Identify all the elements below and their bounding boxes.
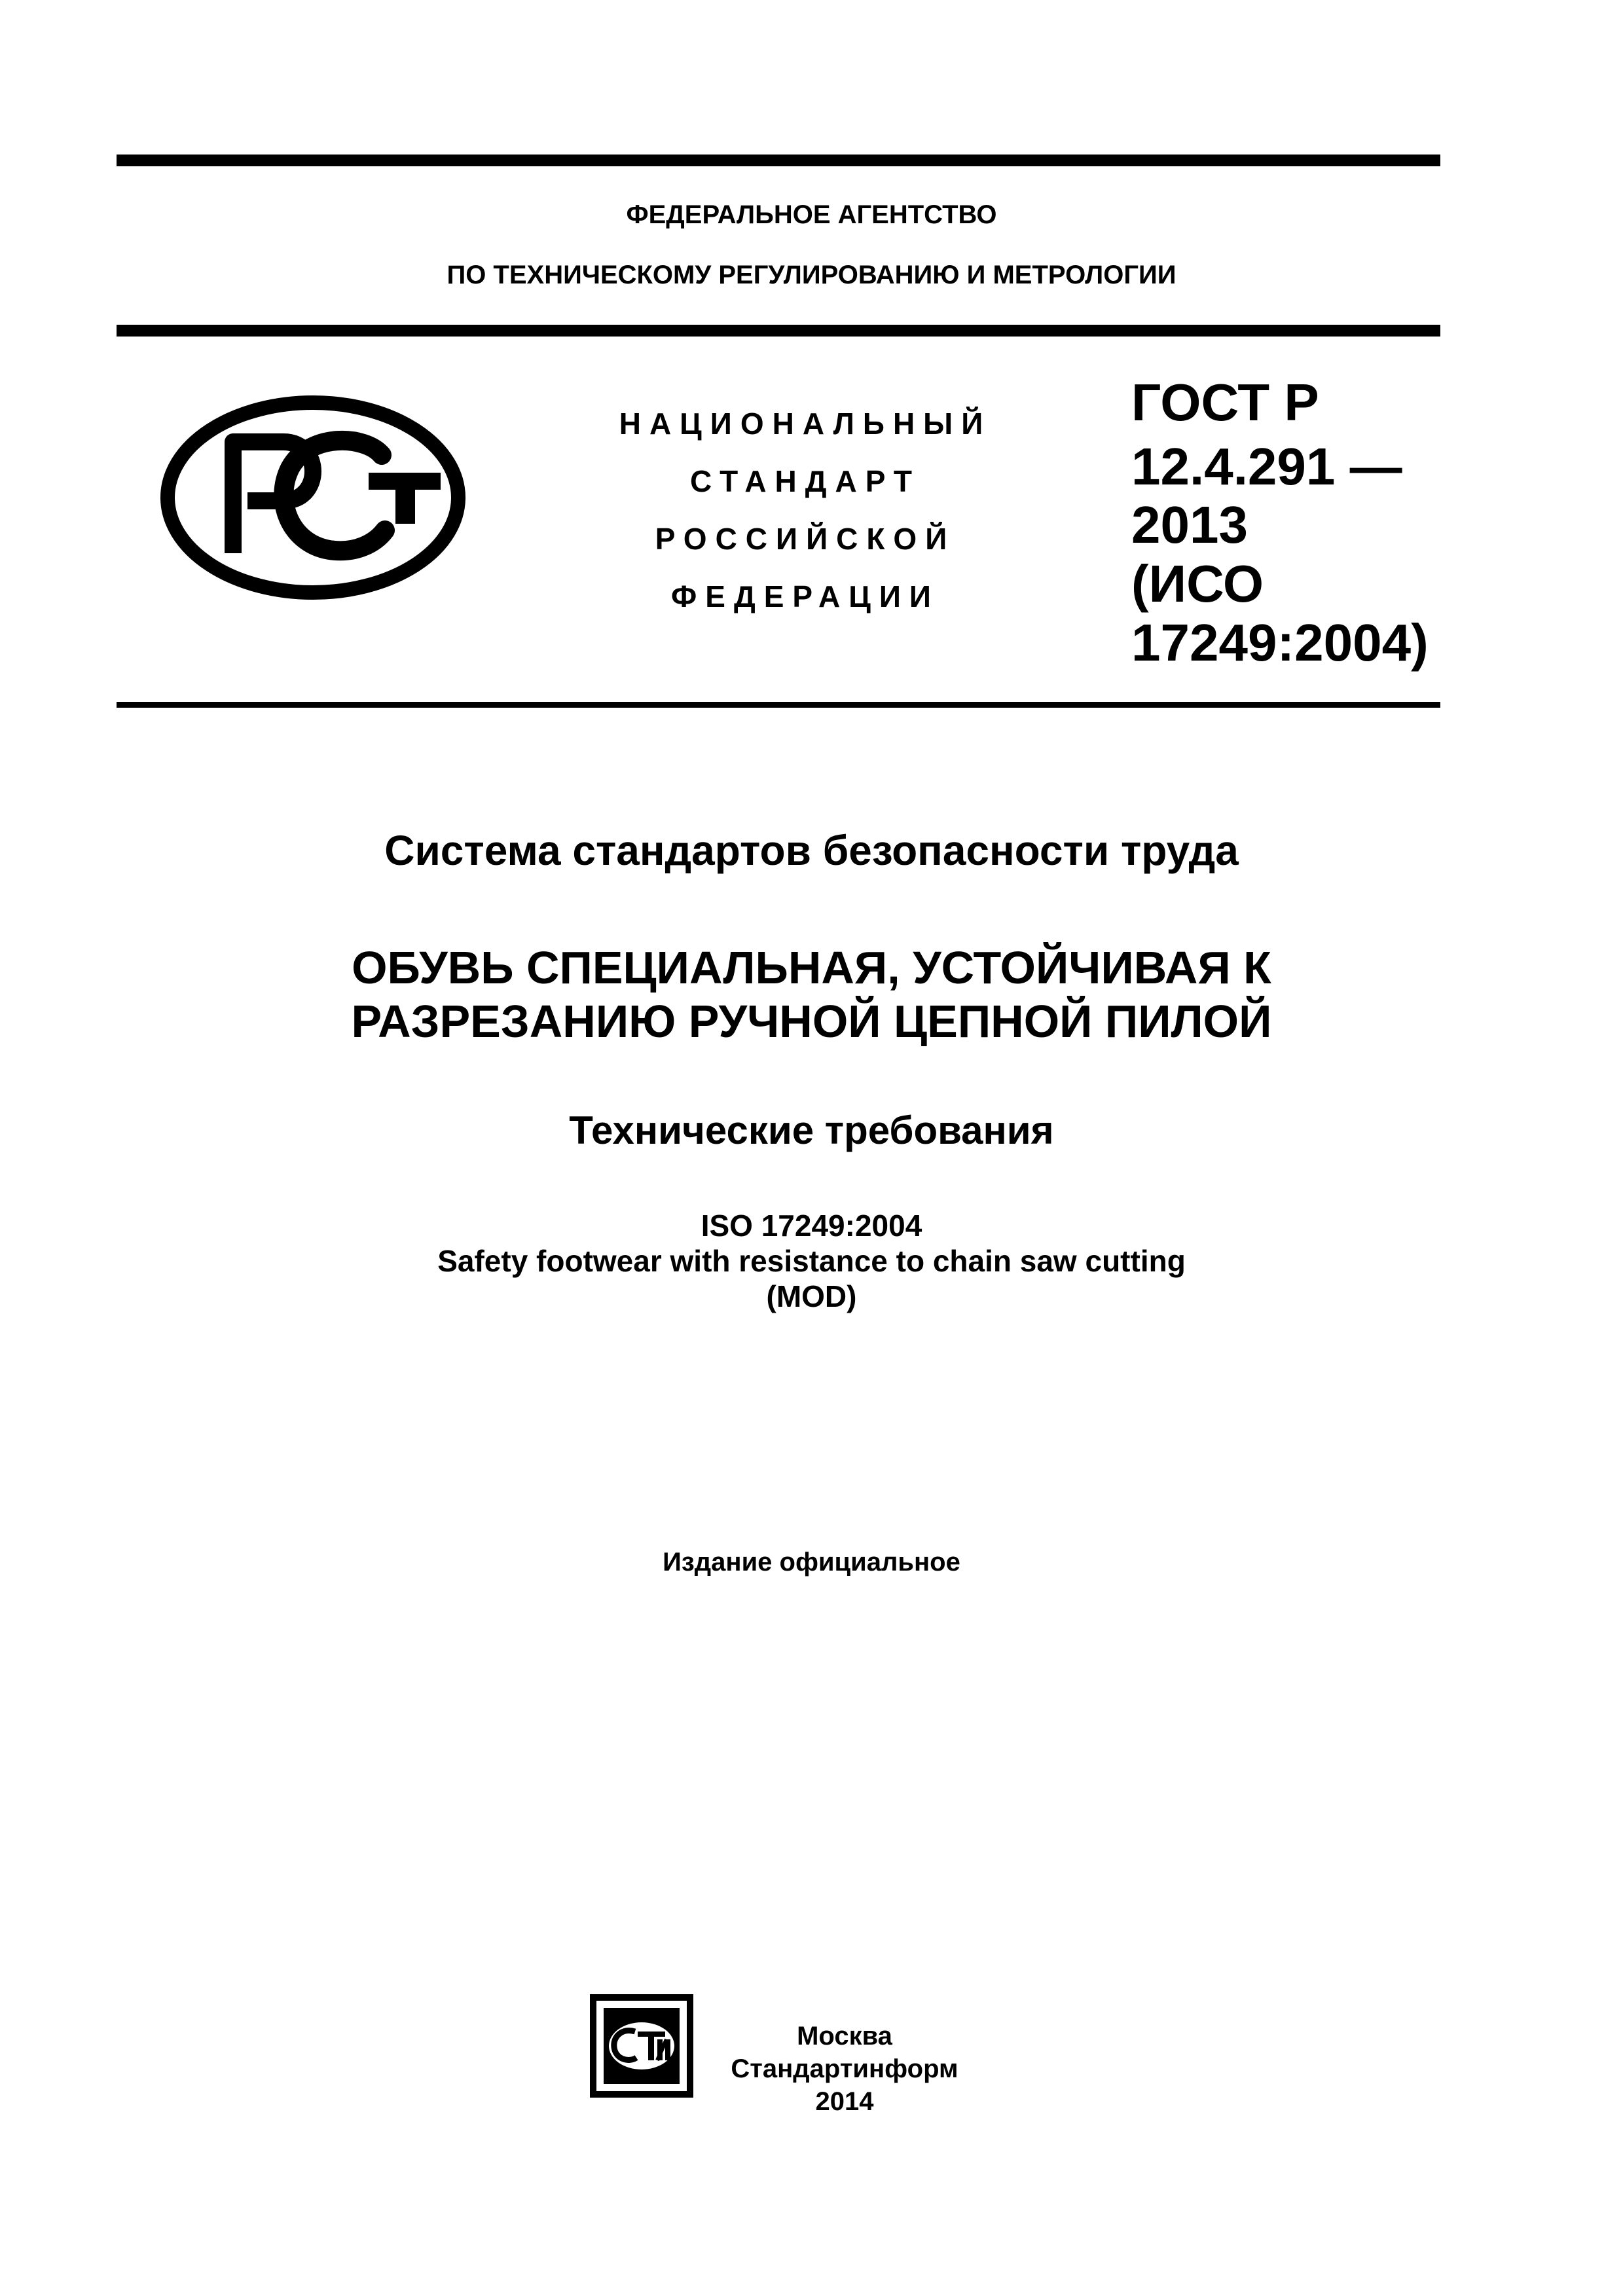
designation-line-1: ГОСТ Р: [1131, 373, 1319, 431]
main-title-line-2: РАЗРЕЗАНИЮ РУЧНОЙ ЦЕПНОЙ ПИЛОЙ: [351, 996, 1272, 1047]
agency-rule: [117, 325, 1440, 337]
national-standard-line-2: СТАНДАРТ: [690, 464, 921, 498]
iso-degree: (MOD): [766, 1279, 857, 1313]
publisher-year: 2014: [815, 2087, 874, 2116]
designation-line-2: 12.4.291 —: [1131, 437, 1402, 496]
top-rule: [117, 155, 1440, 166]
subtitle: Технические требования: [569, 1108, 1054, 1152]
iso-english-title: Safety footwear with resistance to chain saw cutting: [437, 1244, 1186, 1278]
agency-line-1: ФЕДЕРАЛЬНОЕ АГЕНТСТВО: [626, 200, 997, 229]
national-standard-line-4: ФЕДЕРАЦИИ: [671, 579, 939, 613]
designation-line-5: 17249:2004): [1131, 613, 1429, 672]
designation-line-3: 2013: [1131, 496, 1248, 554]
system-title: Система стандартов безопасности труда: [384, 827, 1239, 874]
iso-number: ISO 17249:2004: [701, 1209, 922, 1243]
national-standard-line-1: НАЦИОНАЛЬНЫЙ: [619, 407, 992, 441]
agency-line-2: ПО ТЕХНИЧЕСКОМУ РЕГУЛИРОВАНИЮ И МЕТРОЛОГИИ: [447, 261, 1176, 289]
gost-r-logo: [156, 393, 470, 602]
main-title-line-1: ОБУВЬ СПЕЦИАЛЬНАЯ, УСТОЙЧИВАЯ К: [352, 942, 1271, 993]
national-standard-line-3: РОССИЙСКОЙ: [655, 522, 956, 556]
standartinform-logo: [589, 1994, 694, 2098]
publisher-city: Москва: [797, 2022, 892, 2050]
edition-label: Издание официальное: [663, 1548, 960, 1576]
publisher-name: Стандартинформ: [731, 2054, 958, 2083]
header-bottom-rule: [117, 702, 1440, 708]
designation-line-4: (ИСО: [1131, 555, 1264, 613]
